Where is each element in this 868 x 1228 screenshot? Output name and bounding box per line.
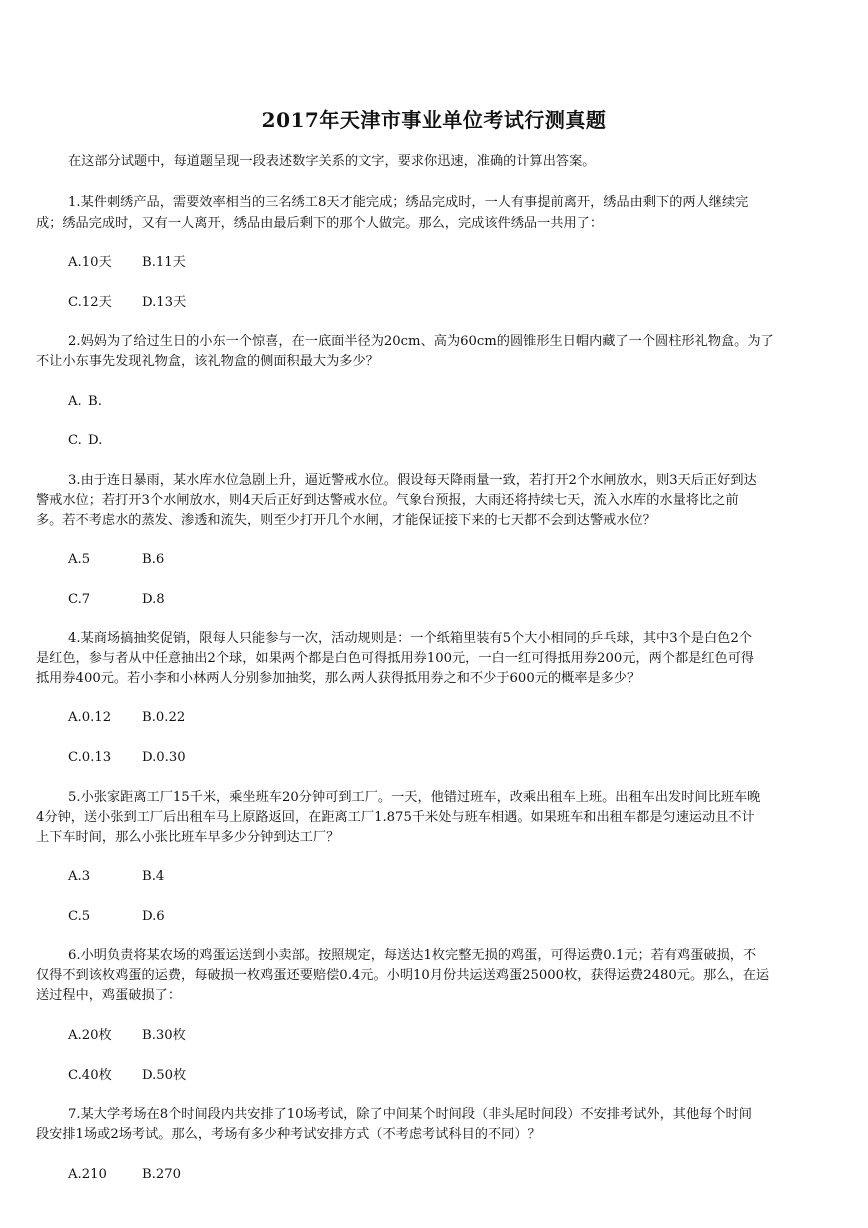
question-1-option-b: B.11天 — [142, 255, 186, 270]
question-7-line-1: 7.某大学考场在8个时间段内共安排了10场考试，除了中间某个时间段（非头尾时间段）不安排考试外，其他每个时间 — [68, 1107, 752, 1122]
question-7-option-a: A.210 — [68, 1167, 107, 1182]
question-3-option-d: D.8 — [142, 592, 165, 607]
question-6-option-b: B.30枚 — [142, 1028, 186, 1043]
page-title: 2017年天津市事业单位考试行测真题 — [261, 108, 607, 132]
question-2-line-1: 2.妈妈为了给过生日的小东一个惊喜，在一底面半径为20cm、高为60cm的圆锥形生日帽内藏了一个圆柱形礼物盒。为了 — [68, 334, 774, 349]
question-2-option-a: A. — [68, 394, 82, 409]
question-5-option-c: C.5 — [68, 909, 91, 924]
question-2-option-b: B. — [88, 394, 102, 409]
question-6-option-c: C.40枚 — [68, 1068, 112, 1083]
question-6-line-3: 送过程中，鸡蛋破损了： — [36, 988, 182, 1003]
question-6-line-1: 6.小明负责将某农场的鸡蛋运送到小卖部。按照规定，每送达1枚完整无损的鸡蛋，可得运费0.1元；若有鸡蛋破损，不 — [68, 948, 757, 963]
question-4-option-b: B.0.22 — [142, 710, 186, 725]
question-1-line-2: 成；绣品完成时，又有一人离开，绣品由最后剩下的那个人做完。那么，完成该件绣品一共用了： — [36, 216, 604, 231]
question-5-line-1: 5.小张家距离工厂15千米，乘坐班车20分钟可到工厂。一天，他错过班车，改乘出租车上班。出租车出发时间比班车晚 — [68, 790, 761, 805]
question-5-line-2: 4分钟，送小张到工厂后出租车马上原路返回，在距离工厂1.875千米处与班车相遇。如果班车和出租车都是匀速运动且不计 — [36, 810, 755, 825]
question-7-option-b: B.270 — [142, 1167, 182, 1182]
question-6-option-d: D.50枚 — [142, 1068, 187, 1083]
question-5-option-d: D.6 — [142, 909, 165, 924]
question-5-option-a: A.3 — [68, 869, 91, 884]
question-4-line-2: 是红色，参与者从中任意抽出2个球，如果两个都是白色可得抵用券100元，一白一红可得抵用券200元，两个都是红色可得 — [36, 651, 755, 666]
question-3-line-3: 多。若不考虑水的蒸发、渗透和流失，则至少打开几个水闸，才能保证接下来的七天都不会到达警戒水位？ — [36, 513, 656, 528]
question-5-line-3: 上下车时间，那么小张比班车早多少分钟到达工厂？ — [36, 830, 340, 845]
question-4-option-a: A.0.12 — [68, 710, 112, 725]
question-1-option-d: D.13天 — [142, 295, 187, 310]
question-4-line-3: 抵用券400元。若小李和小林两人分别参加抽奖，那么两人获得抵用券之和不少于600元的概率是多少？ — [36, 671, 641, 686]
question-1-line-1: 1.某件刺绣产品，需要效率相当的三名绣工8天才能完成；绣品完成时，一人有事提前离开，绣品由剩下的两人继续完 — [68, 195, 749, 210]
intro-text: 在这部分试题中，每道题呈现一段表述数字关系的文字，要求你迅速，准确的计算出答案。 — [68, 154, 596, 169]
question-4-line-1: 4.某商场搞抽奖促销，限每人只能参与一次，活动规则是：一个纸箱里装有5个大小相同的乒乓球，其中3个是白色2个 — [68, 631, 752, 646]
question-2-line-2: 不让小东事先发现礼物盒，该礼物盒的侧面积最大为多少？ — [36, 354, 379, 369]
question-3-option-b: B.6 — [142, 552, 165, 567]
question-6-option-a: A.20枚 — [68, 1028, 112, 1043]
question-1-option-c: C.12天 — [68, 295, 112, 310]
question-1-option-a: A.10天 — [68, 255, 112, 270]
question-6-line-2: 仅得不到该枚鸡蛋的运费，每破损一枚鸡蛋还要赔偿0.4元。小明10月份共运送鸡蛋25000枚，获得运费2480元。那么，在运 — [36, 968, 770, 983]
question-4-option-c: C.0.13 — [68, 750, 112, 765]
question-2-option-d: D. — [88, 433, 103, 448]
question-5-option-b: B.4 — [142, 869, 165, 884]
question-3-line-2: 警戒水位；若打开3个水闸放水，则4天后正好到达警戒水位。气象台预报，大雨还将持续七天，流入水库的水量将比之前 — [36, 493, 739, 508]
question-3-option-a: A.5 — [68, 552, 91, 567]
question-3-line-1: 3.由于连日暴雨，某水库水位急剧上升，逼近警戒水位。假设每天降雨量一致，若打开2个水闸放水，则3天后正好到达 — [68, 473, 757, 488]
question-3-option-c: C.7 — [68, 592, 91, 607]
question-7-line-2: 段安排1场或2场考试。那么，考场有多少种考试安排方式（不考虑考试科目的不同）？ — [36, 1127, 541, 1142]
question-4-option-d: D.0.30 — [142, 750, 186, 765]
question-2-option-c: C. — [68, 433, 82, 448]
